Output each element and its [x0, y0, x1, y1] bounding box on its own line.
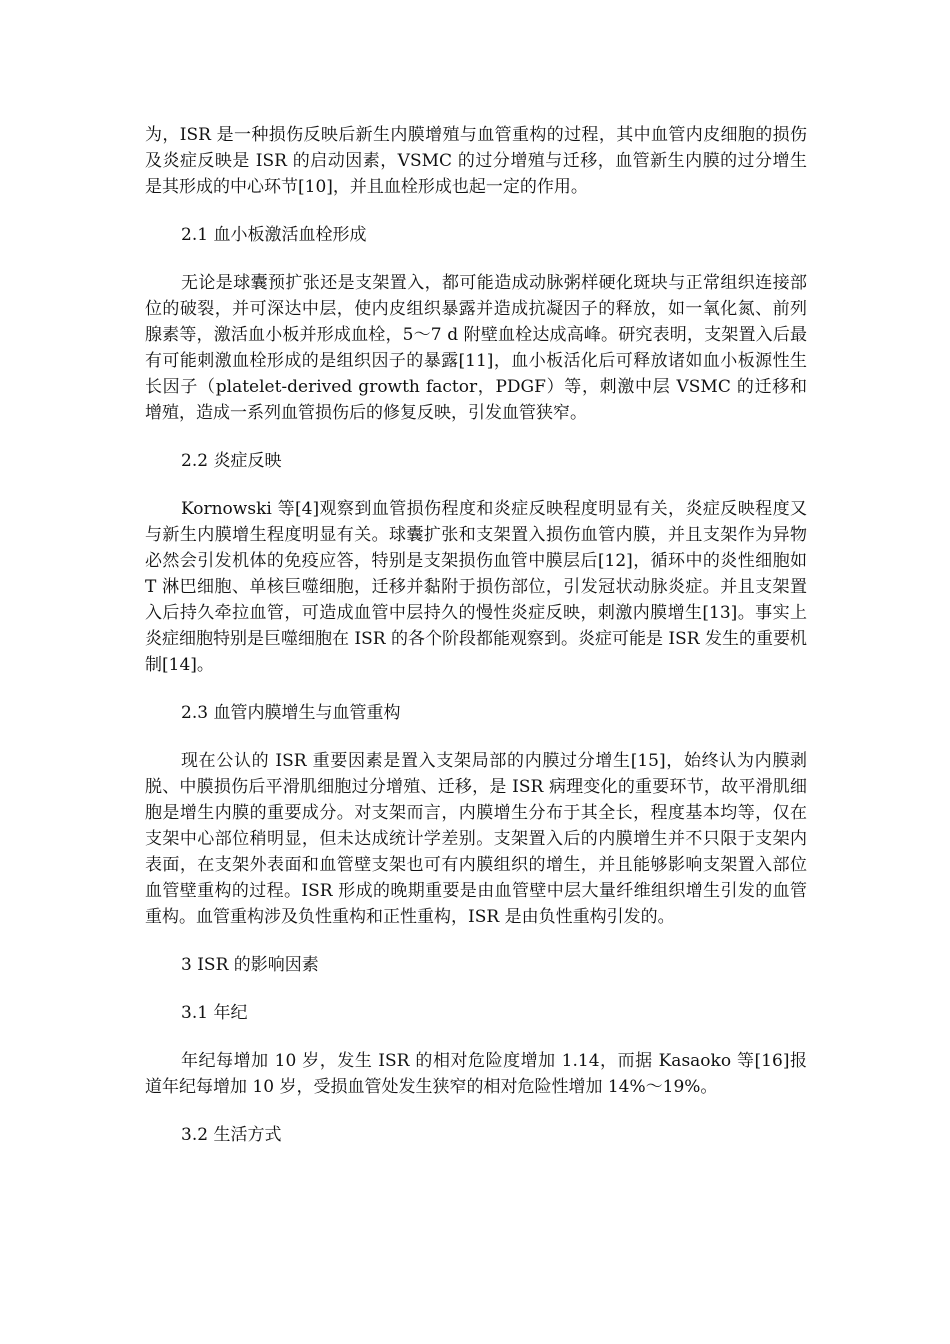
section-heading-2-2: 2.2 炎症反映 [181, 451, 282, 471]
section-heading-2-1: 2.1 血小板激活血栓形成 [181, 225, 367, 245]
document-page [145, 122, 807, 1148]
section-heading-2-3: 2.3 血管内膜增生与血管重构 [181, 703, 401, 723]
paragraph-inflammation: Kornowski 等[4]观察到血管损伤程度和炎症反映程度明显有关，炎症反映程度又与新生内膜增生程度明显有关。球囊扩张和支架置入损伤血管内膜，并且支架作为异物必然会引发机体的免疫应答，特别是支架损伤血管中膜层后[12]，循环中的炎性细胞如 T 淋巴细胞、单核巨噬细胞，迁移并黏附于损伤部位，引发冠状动脉炎症。并且支架置入后持久牵拉血管，可造成血管中层持久的慢性炎症反映，刺激内膜增生[13]。事实上炎症细胞特别是巨噬细胞在 ISR 的各个阶段都能观察到。炎症可能是 ISR 发生的重要机制[14]。 [145, 499, 807, 675]
section-heading-3-1: 3.1 年纪 [181, 1003, 248, 1023]
section-heading-3: 3 ISR 的影响因素 [181, 955, 319, 975]
paragraph-platelet-thrombosis: 无论是球囊预扩张还是支架置入，都可能造成动脉粥样硬化斑块与正常组织连接部位的破裂，并可深达中层，使内皮组织暴露并造成抗凝因子的释放，如一氧化氮、前列腺素等，激活血小板并形成血栓，5～7 d 附壁血栓达成高峰。研究表明，支架置入后最有可能刺激血栓形成的是组织因子的暴露[11]，血小板活化后可释放诸如血小板源性生长因子（platelet-derived growth factor，PDGF）等，刺激中层 VSMC 的迁移和增殖，造成一系列血管损伤后的修复反映，引发血管狭窄。 [145, 273, 807, 423]
paragraph-isr-intro: 为，ISR 是一种损伤反映后新生内膜增殖与血管重构的过程，其中血管内皮细胞的损伤及炎症反映是 ISR 的启动因素，VSMC 的过分增殖与迁移，血管新生内膜的过分增生是其形成的中心环节[10]，并且血栓形成也起一定的作用。 [145, 125, 807, 197]
section-heading-3-2: 3.2 生活方式 [181, 1125, 282, 1145]
paragraph-age: 年纪每增加 10 岁，发生 ISR 的相对危险度增加 1.14，而据 Kasaoko 等[16]报道年纪每增加 10 岁，受损血管处发生狭窄的相对危险性增加 14%～19%。 [145, 1051, 807, 1097]
paragraph-intimal-hyperplasia: 现在公认的 ISR 重要因素是置入支架局部的内膜过分增生[15]，始终认为内膜剥脱、中膜损伤后平滑肌细胞过分增殖、迁移，是 ISR 病理变化的重要环节，故平滑肌细胞是增生内膜的重要成分。对支架而言，内膜增生分布于其全长，程度基本均等，仅在支架中心部位稍明显，但未达成统计学差别。支架置入后的内膜增生并不只限于支架内表面，在支架外表面和血管壁支架也可有内膜组织的增生，并且能够影响支架置入部位血管壁重构的过程。ISR 形成的晚期重要是由血管壁中层大量纤维组织增生引发的血管重构。血管重构涉及负性重构和正性重构，ISR 是由负性重构引发的。 [145, 751, 807, 927]
